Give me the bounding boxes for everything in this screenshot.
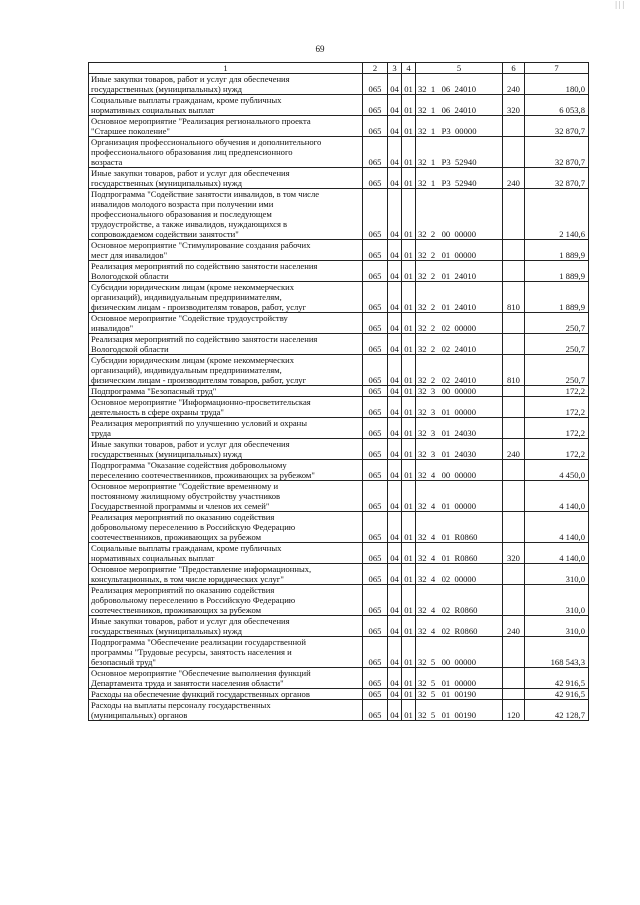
row-target-article: 32 1 06 24010 [416,95,503,116]
row-subsection-code: 01 [402,386,416,397]
table-row [89,700,589,721]
row-section-code: 04 [388,313,402,334]
row-expense-type [503,512,525,543]
row-target-article: 32 3 01 00000 [416,397,503,418]
row-target-article: 32 2 01 24010 [416,282,503,313]
row-section-code: 04 [388,95,402,116]
table-row [89,585,589,616]
row-ministry-code: 065 [363,689,388,700]
row-subsection-code: 01 [402,439,416,460]
row-section-code: 04 [388,74,402,95]
row-name: Социальные выплаты гражданам, кроме публичных нормативных социальных выплат [89,543,363,564]
table-row [89,481,589,512]
row-name: Подпрограмма "Содействие занятости инвалидов, в том числе инвалидов молодого возраста при получении ими профессионального образования и последующем трудоустройстве, а также инвалидов, нуждающихся в сопровождаемом содействии занятости" [89,189,363,240]
row-ministry-code: 065 [363,168,388,189]
table-row [89,668,589,689]
row-expense-type: 240 [503,168,525,189]
table-row [89,116,589,137]
row-name: Субсидии юридическим лицам (кроме некоммерческих организаций), индивидуальным предпринимателям, физическим лицам - производителям товаров, работ, услуг [89,355,363,386]
row-name: Иные закупки товаров, работ и услуг для обеспечения государственных (муниципальных) нужд [89,439,363,460]
row-section-code: 04 [388,189,402,240]
table-row [89,439,589,460]
row-target-article: 32 4 02 R0860 [416,616,503,637]
row-name: Реализация мероприятий по оказанию содействия добровольному переселению в Российскую Федерацию соотечественников, проживающих за рубежом [89,585,363,616]
row-ministry-code: 065 [363,616,388,637]
budget-table [88,62,589,721]
row-target-article: 32 4 01 R0860 [416,543,503,564]
row-target-article: 32 4 01 00000 [416,481,503,512]
row-section-code: 04 [388,564,402,585]
row-target-article: 32 1 Р3 00000 [416,116,503,137]
row-section-code: 04 [388,439,402,460]
row-section-code: 04 [388,481,402,512]
row-amount: 310,0 [525,564,589,585]
row-ministry-code: 065 [363,637,388,668]
row-name: Основное мероприятие "Содействие трудоустройству инвалидов" [89,313,363,334]
table-row [89,189,589,240]
row-amount: 1 889,9 [525,282,589,313]
row-name: Иные закупки товаров, работ и услуг для обеспечения государственных (муниципальных) нужд [89,616,363,637]
row-amount: 172,2 [525,439,589,460]
row-name: Подпрограмма "Обеспечение реализации государственной программы "Трудовые ресурсы, занятость населения и безопасный труд" [89,637,363,668]
row-section-code: 04 [388,386,402,397]
corner-mark: | | | [615,0,624,9]
row-ministry-code: 065 [363,313,388,334]
row-name: Социальные выплаты гражданам, кроме публичных нормативных социальных выплат [89,95,363,116]
row-ministry-code: 065 [363,386,388,397]
row-target-article: 32 2 00 00000 [416,189,503,240]
row-subsection-code: 01 [402,460,416,481]
row-target-article: 32 3 00 00000 [416,386,503,397]
row-name: Основное мероприятие "Стимулирование создания рабочих мест для инвалидов" [89,240,363,261]
row-expense-type [503,240,525,261]
row-amount: 32 870,7 [525,137,589,168]
header-col-2: 2 [363,63,388,74]
row-amount: 250,7 [525,313,589,334]
row-subsection-code: 01 [402,397,416,418]
row-ministry-code: 065 [363,512,388,543]
row-expense-type: 320 [503,95,525,116]
row-name: Иные закупки товаров, работ и услуг для обеспечения государственных (муниципальных) нужд [89,168,363,189]
row-subsection-code: 01 [402,637,416,668]
row-ministry-code: 065 [363,355,388,386]
row-section-code: 04 [388,689,402,700]
page-number: 69 [315,44,325,54]
row-amount: 2 140,6 [525,189,589,240]
row-section-code: 04 [388,116,402,137]
row-subsection-code: 01 [402,116,416,137]
row-target-article: 32 3 01 24030 [416,439,503,460]
row-expense-type [503,637,525,668]
row-target-article: 32 1 Р3 52940 [416,137,503,168]
row-section-code: 04 [388,418,402,439]
row-section-code: 04 [388,168,402,189]
row-target-article: 32 2 02 24010 [416,334,503,355]
row-expense-type [503,460,525,481]
header-row [89,63,589,74]
row-section-code: 04 [388,397,402,418]
row-expense-type [503,137,525,168]
table-row [89,95,589,116]
row-ministry-code: 065 [363,95,388,116]
table-row [89,512,589,543]
row-amount: 6 053,8 [525,95,589,116]
row-expense-type [503,261,525,282]
row-name: Основное мероприятие "Обеспечение выполнения функций Департамента труда и занятости населения области" [89,668,363,689]
header-col-7: 7 [525,63,589,74]
table-row [89,355,589,386]
row-target-article: 32 2 02 24010 [416,355,503,386]
row-subsection-code: 01 [402,564,416,585]
row-section-code: 04 [388,334,402,355]
row-expense-type: 240 [503,74,525,95]
row-target-article: 32 2 01 00000 [416,240,503,261]
header-col-6: 6 [503,63,525,74]
row-expense-type [503,334,525,355]
row-expense-type: 810 [503,282,525,313]
table-row [89,168,589,189]
row-amount: 32 870,7 [525,116,589,137]
table-row [89,543,589,564]
row-subsection-code: 01 [402,74,416,95]
row-amount: 250,7 [525,334,589,355]
table-row [89,313,589,334]
row-expense-type [503,313,525,334]
row-target-article: 32 4 00 00000 [416,460,503,481]
row-amount: 4 140,0 [525,543,589,564]
row-name: Основное мероприятие "Реализация регионального проекта "Старшее поколение" [89,116,363,137]
row-section-code: 04 [388,585,402,616]
row-ministry-code: 065 [363,74,388,95]
row-target-article: 32 3 01 24030 [416,418,503,439]
row-subsection-code: 01 [402,95,416,116]
row-subsection-code: 01 [402,168,416,189]
row-subsection-code: 01 [402,543,416,564]
row-ministry-code: 065 [363,334,388,355]
row-subsection-code: 01 [402,616,416,637]
row-expense-type: 810 [503,355,525,386]
table-row [89,386,589,397]
row-amount: 310,0 [525,616,589,637]
row-name: Подпрограмма "Безопасный труд" [89,386,363,397]
table-row [89,418,589,439]
table-row [89,460,589,481]
row-ministry-code: 065 [363,189,388,240]
row-amount: 250,7 [525,355,589,386]
header-col-1: 1 [89,63,363,74]
row-section-code: 04 [388,543,402,564]
row-name: Организация профессионального обучения и дополнительного профессионального образования лиц предпенсионного возраста [89,137,363,168]
row-subsection-code: 01 [402,700,416,721]
row-subsection-code: 01 [402,355,416,386]
row-ministry-code: 065 [363,564,388,585]
row-section-code: 04 [388,700,402,721]
row-subsection-code: 01 [402,240,416,261]
row-expense-type [503,116,525,137]
row-amount: 1 889,9 [525,240,589,261]
row-ministry-code: 065 [363,282,388,313]
row-ministry-code: 065 [363,418,388,439]
row-amount: 172,2 [525,418,589,439]
row-expense-type: 240 [503,616,525,637]
row-subsection-code: 01 [402,313,416,334]
row-expense-type [503,481,525,512]
row-expense-type: 240 [503,439,525,460]
row-subsection-code: 01 [402,282,416,313]
row-target-article: 32 4 02 00000 [416,564,503,585]
row-name: Расходы на обеспечение функций государственных органов [89,689,363,700]
row-amount: 180,0 [525,74,589,95]
row-subsection-code: 01 [402,585,416,616]
row-amount: 172,2 [525,397,589,418]
table-row [89,240,589,261]
row-amount: 310,0 [525,585,589,616]
row-target-article: 32 2 02 00000 [416,313,503,334]
table-row [89,74,589,95]
row-ministry-code: 065 [363,460,388,481]
row-ministry-code: 065 [363,668,388,689]
row-section-code: 04 [388,512,402,543]
row-target-article: 32 5 01 00190 [416,689,503,700]
row-target-article: 32 5 01 00000 [416,668,503,689]
row-amount: 42 916,5 [525,668,589,689]
table-row [89,637,589,668]
row-subsection-code: 01 [402,189,416,240]
row-expense-type [503,418,525,439]
row-amount: 32 870,7 [525,168,589,189]
row-expense-type [503,189,525,240]
row-name: Расходы на выплаты персоналу государственных (муниципальных) органов [89,700,363,721]
row-ministry-code: 065 [363,261,388,282]
table-row [89,334,589,355]
row-expense-type [503,564,525,585]
row-expense-type: 320 [503,543,525,564]
header-col-5: 5 [416,63,503,74]
row-section-code: 04 [388,282,402,313]
row-section-code: 04 [388,460,402,481]
row-amount: 4 140,0 [525,512,589,543]
row-target-article: 32 1 Р3 52940 [416,168,503,189]
table-row [89,564,589,585]
row-amount: 4 140,0 [525,481,589,512]
row-name: Основное мероприятие "Информационно-просветительская деятельность в сфере охраны труда" [89,397,363,418]
header-col-4: 4 [402,63,416,74]
row-expense-type [503,668,525,689]
row-subsection-code: 01 [402,512,416,543]
row-ministry-code: 065 [363,439,388,460]
row-expense-type [503,585,525,616]
row-expense-type: 120 [503,700,525,721]
row-name: Субсидии юридическим лицам (кроме некоммерческих организаций), индивидуальным предпринимателям, физическим лицам - производителям товаров, работ, услуг [89,282,363,313]
row-target-article: 32 4 01 R0860 [416,512,503,543]
row-amount: 1 889,9 [525,261,589,282]
row-expense-type [503,689,525,700]
table-row [89,282,589,313]
table-row [89,137,589,168]
row-name: Реализация мероприятий по улучшению условий и охраны труда [89,418,363,439]
row-subsection-code: 01 [402,261,416,282]
row-amount: 42 916,5 [525,689,589,700]
row-expense-type [503,386,525,397]
row-ministry-code: 065 [363,481,388,512]
row-target-article: 32 2 01 24010 [416,261,503,282]
row-target-article: 32 4 02 R0860 [416,585,503,616]
row-name: Реализация мероприятий по содействию занятости населения Вологодской области [89,334,363,355]
row-subsection-code: 01 [402,689,416,700]
row-name: Подпрограмма "Оказание содействия добровольному переселению соотечественников, проживающих за рубежом" [89,460,363,481]
row-name: Реализация мероприятий по оказанию содействия добровольному переселению в Российскую Федерацию соотечественников, проживающих за рубежом [89,512,363,543]
row-subsection-code: 01 [402,334,416,355]
row-section-code: 04 [388,137,402,168]
row-ministry-code: 065 [363,543,388,564]
row-section-code: 04 [388,616,402,637]
row-ministry-code: 065 [363,240,388,261]
header-col-3: 3 [388,63,402,74]
row-section-code: 04 [388,261,402,282]
row-name: Реализация мероприятий по содействию занятости населения Вологодской области [89,261,363,282]
row-ministry-code: 065 [363,116,388,137]
row-subsection-code: 01 [402,668,416,689]
row-subsection-code: 01 [402,481,416,512]
row-section-code: 04 [388,668,402,689]
row-target-article: 32 1 06 24010 [416,74,503,95]
row-target-article: 32 5 00 00000 [416,637,503,668]
table-row [89,616,589,637]
table-row [89,689,589,700]
row-target-article: 32 5 01 00190 [416,700,503,721]
row-name: Основное мероприятие "Содействие временному и постоянному жилищному обустройству участников Государственной программы и членов их семей" [89,481,363,512]
row-amount: 42 128,7 [525,700,589,721]
row-subsection-code: 01 [402,418,416,439]
row-amount: 172,2 [525,386,589,397]
row-section-code: 04 [388,637,402,668]
row-section-code: 04 [388,355,402,386]
row-name: Иные закупки товаров, работ и услуг для обеспечения государственных (муниципальных) нужд [89,74,363,95]
row-amount: 4 450,0 [525,460,589,481]
row-name: Основное мероприятие "Предоставление информационных, консультационных, в том числе юридических услуг" [89,564,363,585]
row-ministry-code: 065 [363,137,388,168]
row-expense-type [503,397,525,418]
row-ministry-code: 065 [363,700,388,721]
row-section-code: 04 [388,240,402,261]
table-row [89,261,589,282]
row-ministry-code: 065 [363,397,388,418]
table-row [89,397,589,418]
row-subsection-code: 01 [402,137,416,168]
row-ministry-code: 065 [363,585,388,616]
row-amount: 168 543,3 [525,637,589,668]
